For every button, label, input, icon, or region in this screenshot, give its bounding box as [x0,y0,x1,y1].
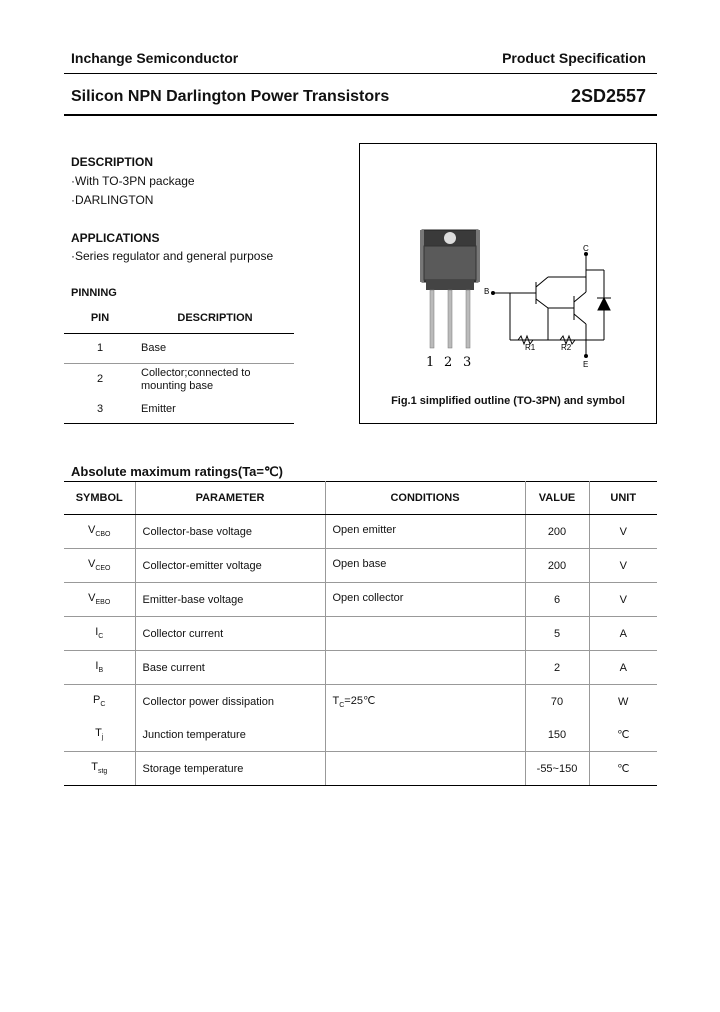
figure-caption: Fig.1 simplified outline (TO-3PN) and symbol [391,395,625,407]
symbol-cell: $I_B$ [64,651,135,685]
table-row [64,617,657,651]
ratings-title: Absolute maximum ratings(Ta=℃) [71,464,283,479]
terminal-dot [584,354,588,358]
part-number: 2SD2557 [570,86,646,106]
pin-row-rule [64,363,294,364]
description-heading: DESCRIPTION [71,155,154,169]
parameter-cell: Collector power dissipation [135,685,325,719]
conditions-cell [325,617,525,651]
to3pn-package-image [420,230,480,348]
pin-label: 3 [463,355,472,370]
conditions-cell [325,651,525,685]
emitter-label: E [583,360,589,369]
pin-label: 2 [444,355,453,370]
pinning-table [64,308,294,424]
collector-label: C [583,244,589,253]
pin-number: 1 [96,342,104,354]
bullet: · [71,249,75,263]
conditions-cell [325,718,525,752]
bullet: · [71,174,75,188]
company-name: Inchange Semiconductor [71,50,239,66]
r1-label: R1 [525,343,536,352]
pin-bottom-rule [64,423,294,424]
base-label: B [484,287,490,296]
pin-number: 3 [96,403,104,415]
parameter-cell: Storage temperature [135,752,325,786]
pin-col-header: PIN [90,312,110,324]
unit-cell: V [589,583,657,617]
unit-cell: V [589,515,657,549]
darlington-symbol [493,254,611,356]
value-cell: 150 [525,718,589,752]
value-cell: 2 [525,651,589,685]
title-rule [64,114,657,116]
table-row [64,752,657,786]
value-cell: 5 [525,617,589,651]
value-cell: -55~150 [525,752,589,786]
table-row [64,515,657,549]
symbol-cell: $I_C$ [64,617,135,651]
symbol-cell: $P_C$ [93,694,106,709]
unit-cell: ℃ [589,718,657,752]
table-row [64,651,657,685]
conditions-cell: Open emitter [325,515,525,549]
parameter-cell: Base current [135,651,325,685]
symbol-cell: $T_j$ [64,718,135,752]
parameter-cell: Collector-base voltage [135,515,325,549]
symbol-cell: $V_{EBO}$ [64,583,135,617]
pinning-heading: PINNING [71,287,117,299]
description-text: With TO-3PN package [75,174,195,188]
description-item [71,174,195,188]
pin-number: 2 [96,373,104,385]
table-row [64,718,657,752]
value-cell: 200 [525,515,589,549]
parameter-cell: Emitter-base voltage [135,583,325,617]
symbol-cell: $V_{CEO}$ [64,549,135,583]
bullet: · [71,193,75,207]
col-value: VALUE [525,482,589,515]
unit-cell: V [589,549,657,583]
symbol-cell: $T_{stg}$ [64,752,135,786]
conditions-cell [325,752,525,786]
col-unit: UNIT [589,482,657,515]
page-title: Silicon NPN Darlington Power Transistors [71,88,390,105]
parameter-cell: Collector current [135,617,325,651]
unit-cell: A [589,651,657,685]
conditions-cell: $T_C=25℃$ [325,685,525,719]
description-text: DARLINGTON [75,193,154,207]
unit-cell: ℃ [589,752,657,786]
unit-cell: A [589,617,657,651]
parameter-cell: Collector-emitter voltage [135,549,325,583]
applications-item [71,249,273,263]
description-item [71,193,153,207]
pin-description: Collector;connected to mounting base [141,367,251,392]
col-symbol: SYMBOL [64,482,135,515]
ratings-table [64,481,657,786]
applications-text: Series regulator and general purpose [75,249,274,263]
pin-header-rule [64,333,294,334]
header-rule [64,73,657,74]
pin-label: 1 [426,355,435,370]
pin-description: Emitter [141,403,176,415]
figure-drawing [360,144,656,384]
terminal-dot [491,291,495,295]
applications-heading: APPLICATIONS [71,231,160,245]
value-cell: 200 [525,549,589,583]
value-cell: 70 [525,685,589,719]
value-cell: 6 [525,583,589,617]
doc-type: Product Specification [502,50,646,66]
desc-col-header: DESCRIPTION [177,312,253,324]
parameter-cell: Junction temperature [135,718,325,752]
table-row [64,685,657,719]
col-conditions: CONDITIONS [325,482,525,515]
table-row [64,583,657,617]
table-row [64,549,657,583]
pin-description: Base [141,342,167,354]
symbol-cell: $V_{CBO}$ [64,515,135,549]
r2-label: R2 [561,343,572,352]
unit-cell: W [618,695,629,708]
ratings-header-row [64,482,657,515]
col-parameter: PARAMETER [135,482,325,515]
conditions-cell: Open collector [325,583,525,617]
conditions-cell: Open base [325,549,525,583]
